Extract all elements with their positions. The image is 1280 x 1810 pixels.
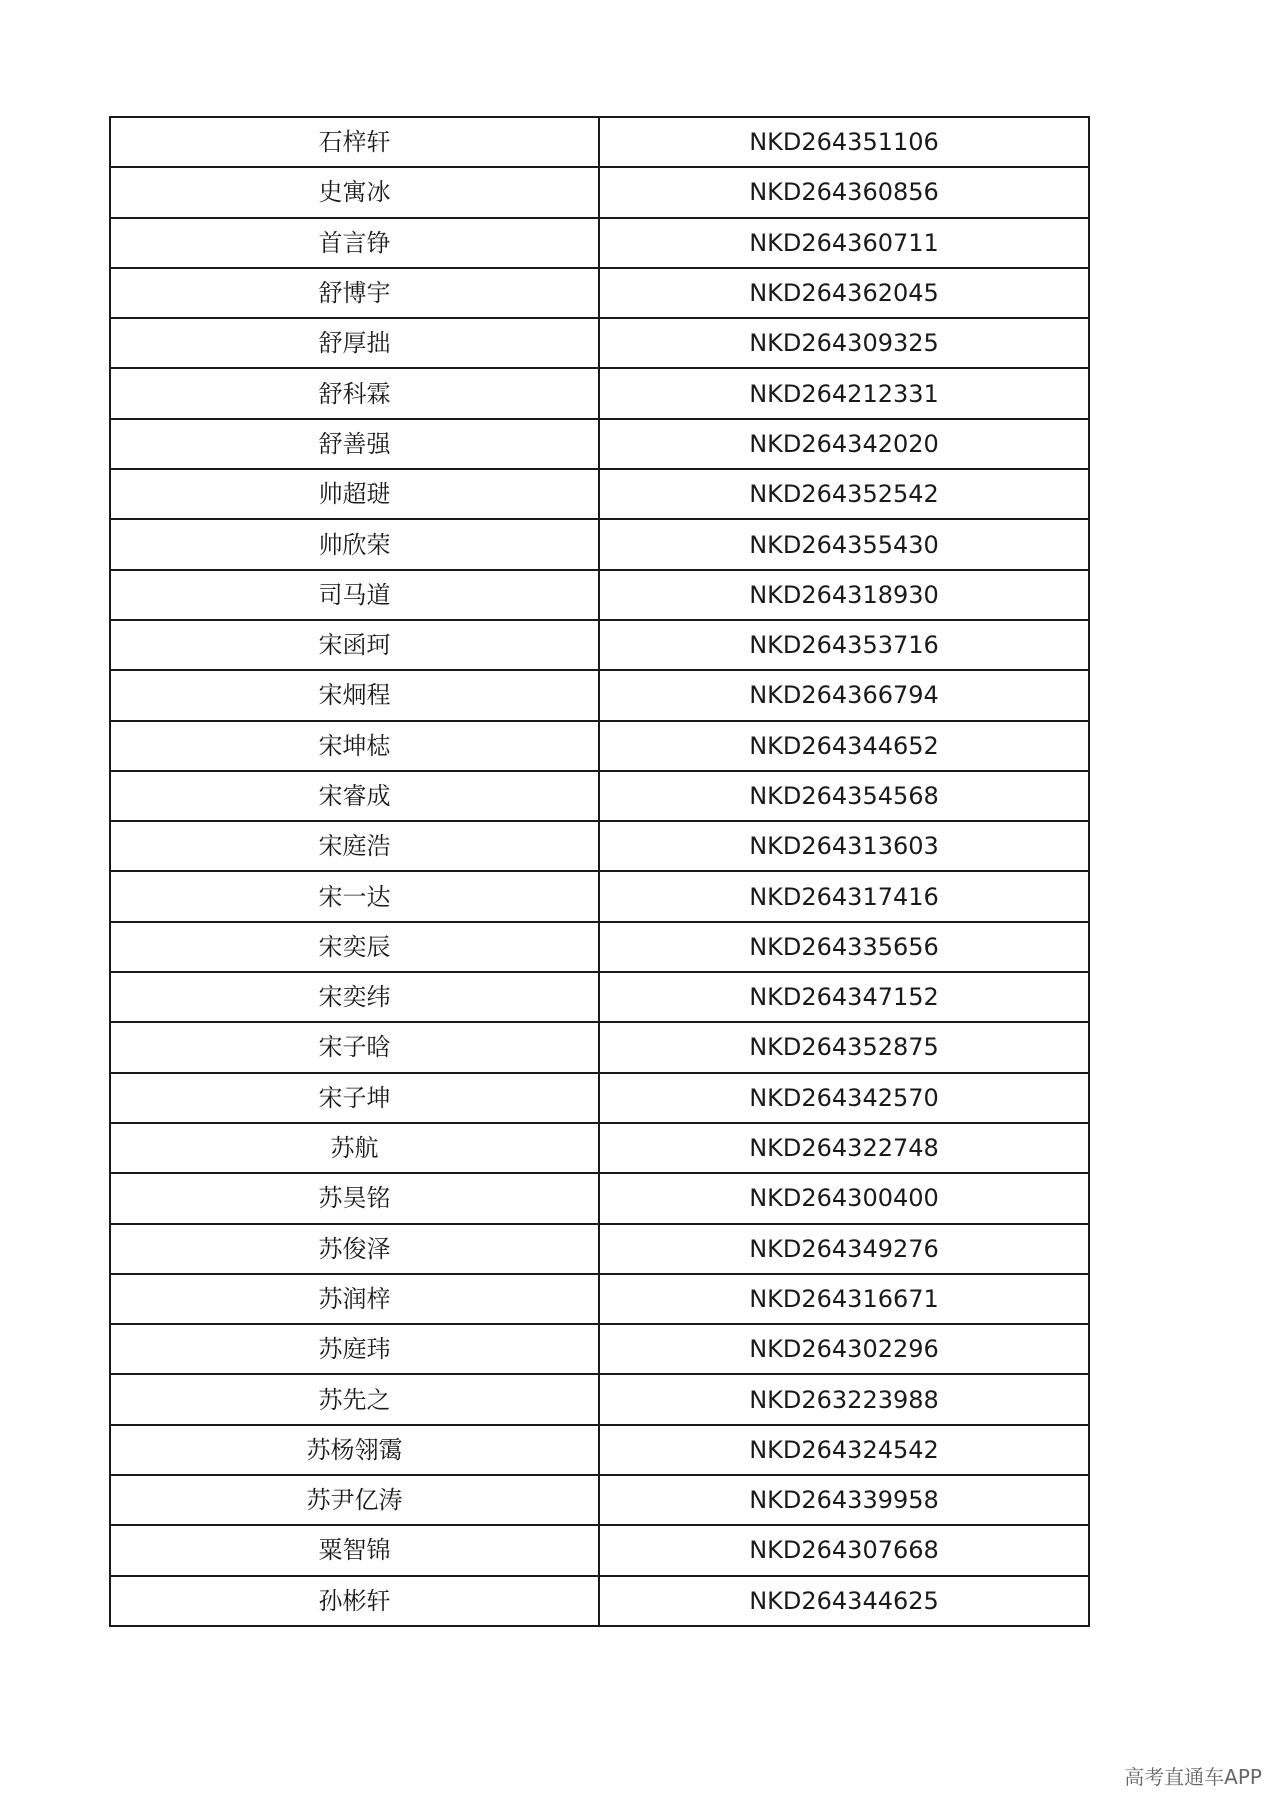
watermark: 高考直通车APP (1124, 1765, 1262, 1789)
student-name-cell: 石梓轩 (110, 117, 599, 167)
table-row (110, 117, 1089, 167)
exam-id-cell: NKD264309325 (599, 318, 1089, 368)
exam-id-cell: NKD264212331 (599, 368, 1089, 418)
exam-id-cell: NKD264349276 (599, 1224, 1089, 1274)
exam-id-cell: NKD264360711 (599, 218, 1089, 268)
table-row (110, 218, 1089, 268)
exam-id-cell: NKD264316671 (599, 1274, 1089, 1324)
table-row (110, 1425, 1089, 1475)
student-name-cell: 苏先之 (110, 1374, 599, 1424)
student-name-cell: 宋子晗 (110, 1022, 599, 1072)
student-name-cell: 首言铮 (110, 218, 599, 268)
exam-id-cell: NKD264366794 (599, 670, 1089, 720)
student-name-cell: 帅欣荣 (110, 519, 599, 569)
table-row (110, 721, 1089, 771)
exam-id-cell: NKD264360856 (599, 167, 1089, 217)
exam-id-cell: NKD264342020 (599, 419, 1089, 469)
table-row (110, 268, 1089, 318)
roster-table (109, 116, 1090, 1627)
table-row (110, 318, 1089, 368)
table-row (110, 368, 1089, 418)
table-row (110, 1173, 1089, 1223)
student-name-cell: 舒善强 (110, 419, 599, 469)
exam-id-cell: NKD264362045 (599, 268, 1089, 318)
student-name-cell: 帅超琎 (110, 469, 599, 519)
table-row (110, 1274, 1089, 1324)
table-row (110, 1123, 1089, 1173)
student-name-cell: 宋子坤 (110, 1073, 599, 1123)
table-row (110, 821, 1089, 871)
student-name-cell: 苏润梓 (110, 1274, 599, 1324)
student-name-cell: 宋函珂 (110, 620, 599, 670)
table-row (110, 419, 1089, 469)
student-name-cell: 苏昊铭 (110, 1173, 599, 1223)
exam-id-cell: NKD264318930 (599, 570, 1089, 620)
exam-id-cell: NKD264342570 (599, 1073, 1089, 1123)
table-row (110, 871, 1089, 921)
exam-id-cell: NKD264355430 (599, 519, 1089, 569)
student-name-cell: 苏航 (110, 1123, 599, 1173)
student-name-cell: 宋睿成 (110, 771, 599, 821)
exam-id-cell: NKD264307668 (599, 1525, 1089, 1575)
student-name-cell: 舒科霖 (110, 368, 599, 418)
exam-id-cell: NKD263223988 (599, 1374, 1089, 1424)
exam-id-cell: NKD264322748 (599, 1123, 1089, 1173)
table-row (110, 620, 1089, 670)
table-row (110, 771, 1089, 821)
exam-id-cell: NKD264317416 (599, 871, 1089, 921)
table-row (110, 1475, 1089, 1525)
student-name-cell: 舒博宇 (110, 268, 599, 318)
student-name-cell: 宋奕辰 (110, 922, 599, 972)
roster-table-container (109, 116, 1084, 1627)
table-row (110, 167, 1089, 217)
exam-id-cell: NKD264302296 (599, 1324, 1089, 1374)
exam-id-cell: NKD264351106 (599, 117, 1089, 167)
exam-id-cell: NKD264313603 (599, 821, 1089, 871)
exam-id-cell: NKD264300400 (599, 1173, 1089, 1223)
table-row (110, 922, 1089, 972)
exam-id-cell: NKD264352875 (599, 1022, 1089, 1072)
student-name-cell: 苏杨翎霭 (110, 1425, 599, 1475)
roster-table-body (110, 117, 1089, 1626)
exam-id-cell: NKD264335656 (599, 922, 1089, 972)
exam-id-cell: NKD264324542 (599, 1425, 1089, 1475)
table-row (110, 670, 1089, 720)
student-name-cell: 宋奕纬 (110, 972, 599, 1022)
table-row (110, 519, 1089, 569)
exam-id-cell: NKD264339958 (599, 1475, 1089, 1525)
table-row (110, 1224, 1089, 1274)
student-name-cell: 宋炯程 (110, 670, 599, 720)
table-row (110, 1324, 1089, 1374)
student-name-cell: 宋坤梽 (110, 721, 599, 771)
exam-id-cell: NKD264352542 (599, 469, 1089, 519)
table-row (110, 1073, 1089, 1123)
student-name-cell: 宋庭浩 (110, 821, 599, 871)
exam-id-cell: NKD264354568 (599, 771, 1089, 821)
student-name-cell: 粟智锦 (110, 1525, 599, 1575)
student-name-cell: 孙彬轩 (110, 1576, 599, 1626)
table-row (110, 1374, 1089, 1424)
exam-id-cell: NKD264353716 (599, 620, 1089, 670)
table-row (110, 1022, 1089, 1072)
student-name-cell: 苏俊泽 (110, 1224, 599, 1274)
student-name-cell: 宋一达 (110, 871, 599, 921)
student-name-cell: 司马道 (110, 570, 599, 620)
exam-id-cell: NKD264347152 (599, 972, 1089, 1022)
table-row (110, 972, 1089, 1022)
table-row (110, 1576, 1089, 1626)
table-row (110, 1525, 1089, 1575)
table-row (110, 570, 1089, 620)
exam-id-cell: NKD264344652 (599, 721, 1089, 771)
exam-id-cell: NKD264344625 (599, 1576, 1089, 1626)
student-name-cell: 苏庭玮 (110, 1324, 599, 1374)
table-row (110, 469, 1089, 519)
student-name-cell: 史寓冰 (110, 167, 599, 217)
student-name-cell: 苏尹亿涛 (110, 1475, 599, 1525)
student-name-cell: 舒厚拙 (110, 318, 599, 368)
